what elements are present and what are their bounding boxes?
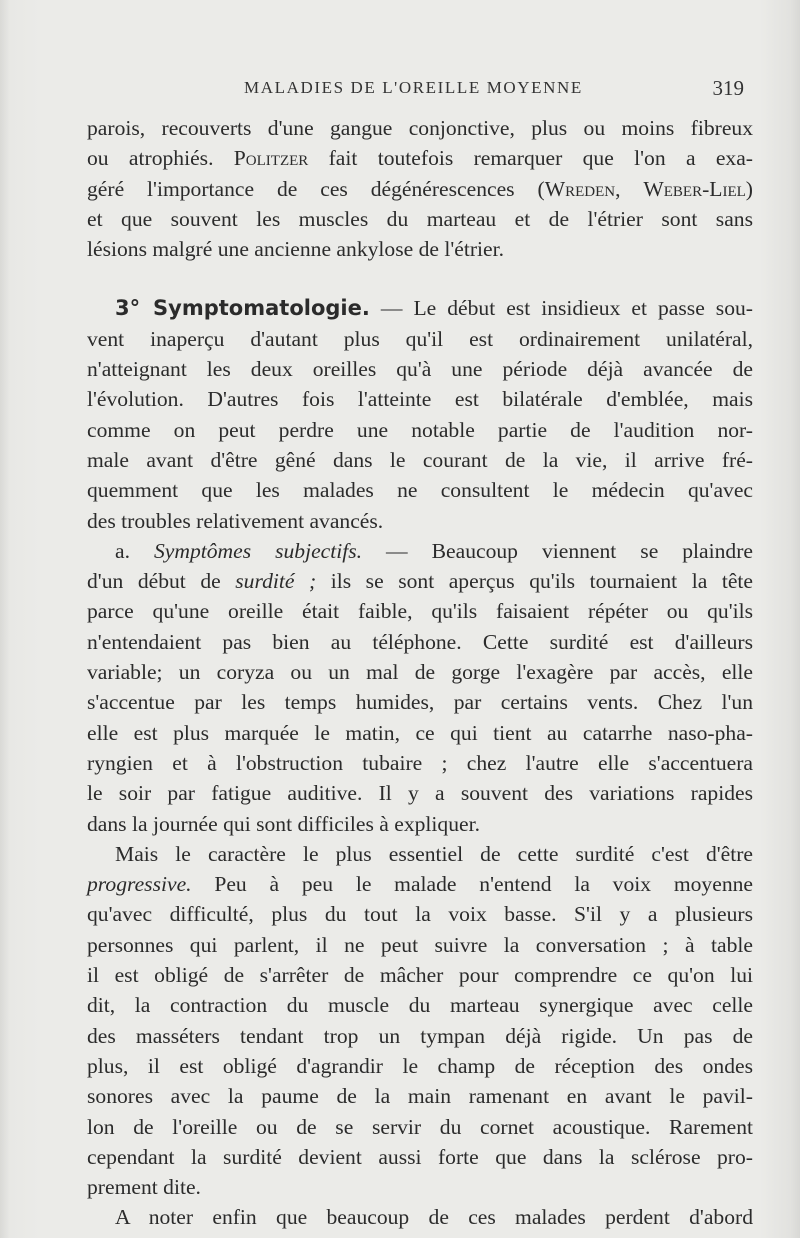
text-run: a.: [115, 538, 154, 563]
text-line: A noter enfin que beaucoup de ces malades perdent d'abord: [115, 1205, 753, 1230]
author-name: Wreden: [544, 176, 616, 201]
text-line: dit, la contraction du muscle du marteau synergique avec celle: [87, 993, 753, 1018]
text-line: parce qu'une oreille était faible, qu'ils faisaient répéter ou qu'ils: [87, 599, 753, 624]
text-run: — Le début est insidieux et passe sou-: [369, 296, 753, 321]
text-line: s'accentue par les temps humides, par certains vents. Chez l'un: [87, 690, 753, 715]
text-line: variable; un coryza ou un mal de gorge l'exagère par accès, elle: [87, 660, 753, 685]
text-run: Peu à peu le malade n'entend la voix moyenne: [191, 872, 753, 897]
text-line: personnes qui parlent, il ne peut suivre la conversation ; à table: [87, 932, 753, 957]
emphasis: progressive.: [87, 872, 192, 897]
text-line: comme on peut perdre une notable partie de l'audition nor-: [87, 417, 753, 442]
text-line: n'atteignant les deux oreilles qu'à une période déjà avancée de: [87, 357, 753, 382]
text-line: sonores avec la paume de la main ramenant en avant le pavil-: [87, 1084, 753, 1109]
text-line: il est obligé de s'arrêter de mâcher pour comprendre ce qu'on lui: [87, 963, 753, 988]
author-name: Weber-Liel: [643, 176, 746, 201]
emphasis: surdité ;: [235, 569, 317, 594]
text-line: des masséters tendant trop un tympan déjà rigide. Un pas de: [87, 1023, 753, 1048]
text-run: ): [745, 176, 753, 201]
text-line: [87, 536, 753, 566]
text-line: plus, il est obligé d'agrandir le champ de réception des ondes: [87, 1053, 753, 1078]
text-line: Mais le caractère le plus essentiel de cette surdité c'est d'être: [115, 841, 753, 866]
text-line: lon de l'oreille ou de se servir du cornet acoustique. Rarement: [87, 1114, 753, 1139]
text-line: [87, 566, 753, 596]
text-line: l'évolution. D'autres fois l'atteinte est bilatérale d'emblée, mais: [87, 387, 753, 412]
text-line: le soir par fatigue auditive. Il y a souvent des variations rapides: [87, 781, 753, 806]
text-line: lésions malgré une ancienne ankylose de l'étrier.: [87, 237, 505, 262]
text-line: male avant d'être gêné dans le courant de la vie, il arrive fré-: [87, 447, 753, 472]
page-number: 319: [712, 76, 744, 100]
text-line: [87, 293, 753, 323]
text-line: [87, 869, 753, 899]
subsection-title: Symptômes subjectifs.: [153, 538, 363, 563]
running-title: MALADIES DE L'OREILLE MOYENNE: [244, 78, 583, 97]
text-run: géré l'importance de ces dégénérescences (: [87, 176, 545, 201]
text-run: d'un début de: [87, 569, 236, 594]
text-line: et que souvent les muscles du marteau et de l'étrier sont sans: [87, 206, 753, 231]
text-run: ,: [615, 176, 644, 201]
text-line: qu'avec difficulté, plus du tout la voix basse. S'il y a plusieurs: [87, 902, 753, 927]
text-run: fait toutefois remarquer que l'on a exa-: [308, 146, 753, 171]
page-header: [0, 76, 800, 106]
text-run: ou atrophiés.: [87, 146, 234, 171]
text-line: n'entendaient pas bien au téléphone. Cette surdité est d'ailleurs: [87, 629, 753, 654]
text-line: ryngien et à l'obstruction tubaire ; chez l'autre elle s'accentuera: [87, 750, 753, 775]
text-line: vent inaperçu d'autant plus qu'il est ordinairement unilatéral,: [87, 326, 753, 351]
text-line: dans la journée qui sont difficiles à expliquer.: [87, 811, 480, 836]
text-run: — Beaucoup viennent se plaindre: [362, 538, 754, 563]
text-line: des troubles relativement avancés.: [87, 508, 384, 533]
text-line: cependant la surdité devient aussi forte que dans la sclérose pro-: [87, 1144, 753, 1169]
text-line: prement dite.: [87, 1175, 201, 1200]
paragraph-gap: [87, 264, 753, 293]
author-name: Politzer: [233, 146, 309, 171]
section-heading: 3° Symptomatologie.: [115, 296, 370, 321]
page-body: [87, 113, 753, 1233]
text-run: ils se sont aperçus qu'ils tournaient la tête: [316, 569, 754, 594]
text-line: quemment que les malades ne consultent le médecin qu'avec: [87, 478, 753, 503]
text-line: [87, 143, 753, 173]
text-line: elle est plus marquée le matin, ce qui tient au catarrhe naso-pha-: [87, 720, 753, 745]
text-line: [87, 174, 753, 204]
text-line: parois, recouverts d'une gangue conjonctive, plus ou moins fibreux: [87, 116, 753, 140]
